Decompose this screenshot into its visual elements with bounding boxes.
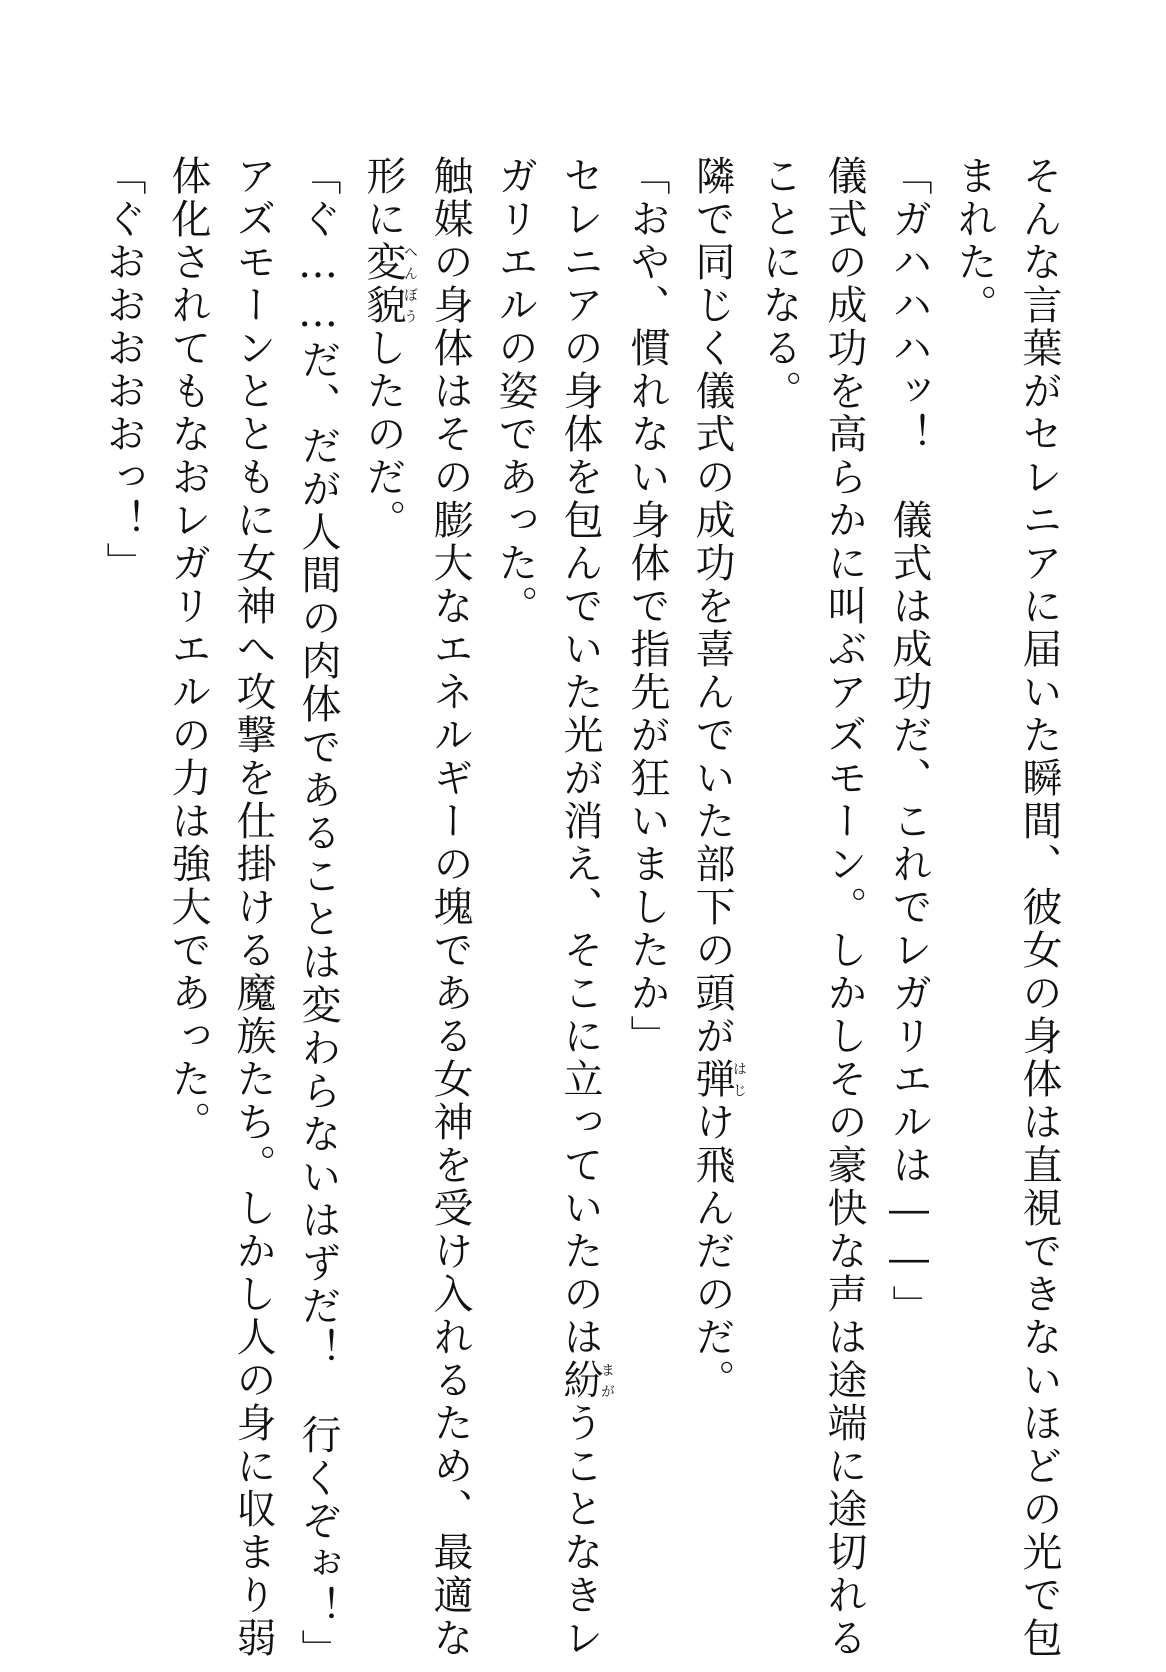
text-line-8 <box>547 155 615 1660</box>
text-line-15: 「ぐおおおおおっ！」 <box>100 155 146 585</box>
text-line-11-a: 形に <box>360 155 406 241</box>
text-line-11 <box>350 155 417 1485</box>
text-line-6 <box>679 155 746 1485</box>
text-line-8-b: うことなきレ <box>557 1402 603 1660</box>
text-line-7: 「おや、慣れない身体で指先が狂いましたか」 <box>624 155 670 1058</box>
ruby-hazu: 弾はじ <box>689 1058 747 1101</box>
text-line-10: 触媒の身体はその膨大なエネルギーの塊である女神を受け入れるため、最適な <box>427 155 473 1660</box>
text-line-11-b: したのだ。 <box>360 327 406 542</box>
ruby-henbou: 変貌へんぼう <box>360 241 418 327</box>
text-line-2: まれた。 <box>951 155 997 327</box>
vertical-text-body <box>90 155 1071 1672</box>
text-line-4: 儀式の成功を高らかに叫ぶアズモーン。しかしその豪快な声は途端に途切れる <box>821 155 867 1660</box>
text-line-12: 「ぐ……だ、だが人間の肉体であることは変わらないはずだ！ 行くぞぉ！」 <box>295 155 341 1672</box>
text-line-1: そんな言葉がセレニアに届いた瞬間、彼女の身体は直視できないほどの光で包 <box>1016 155 1062 1660</box>
ruby-magau: 紛まが <box>557 1359 615 1402</box>
text-line-8-a: セレニアの身体を包んでいた光が消え、そこに立っていたのは <box>557 155 603 1359</box>
text-line-13: アズモーンとともに女神へ攻撃を仕掛ける魔族たち。しかし人の身に収まり弱 <box>230 155 276 1660</box>
text-line-6-a: 隣で同じく儀式の成功を喜んでいた部下の頭が <box>689 155 735 1058</box>
text-line-14: 体化されてもなおレガリエルの力は強大であった。 <box>165 155 211 1144</box>
text-line-3: 「ガハハハッ！ 儀式は成功だ、これでレガリエルは――」 <box>886 155 932 1328</box>
text-line-5: ことになる。 <box>756 155 802 413</box>
text-line-6-b: け飛んだのだ。 <box>689 1101 735 1402</box>
text-line-9: ガリエルの姿であった。 <box>492 155 538 628</box>
